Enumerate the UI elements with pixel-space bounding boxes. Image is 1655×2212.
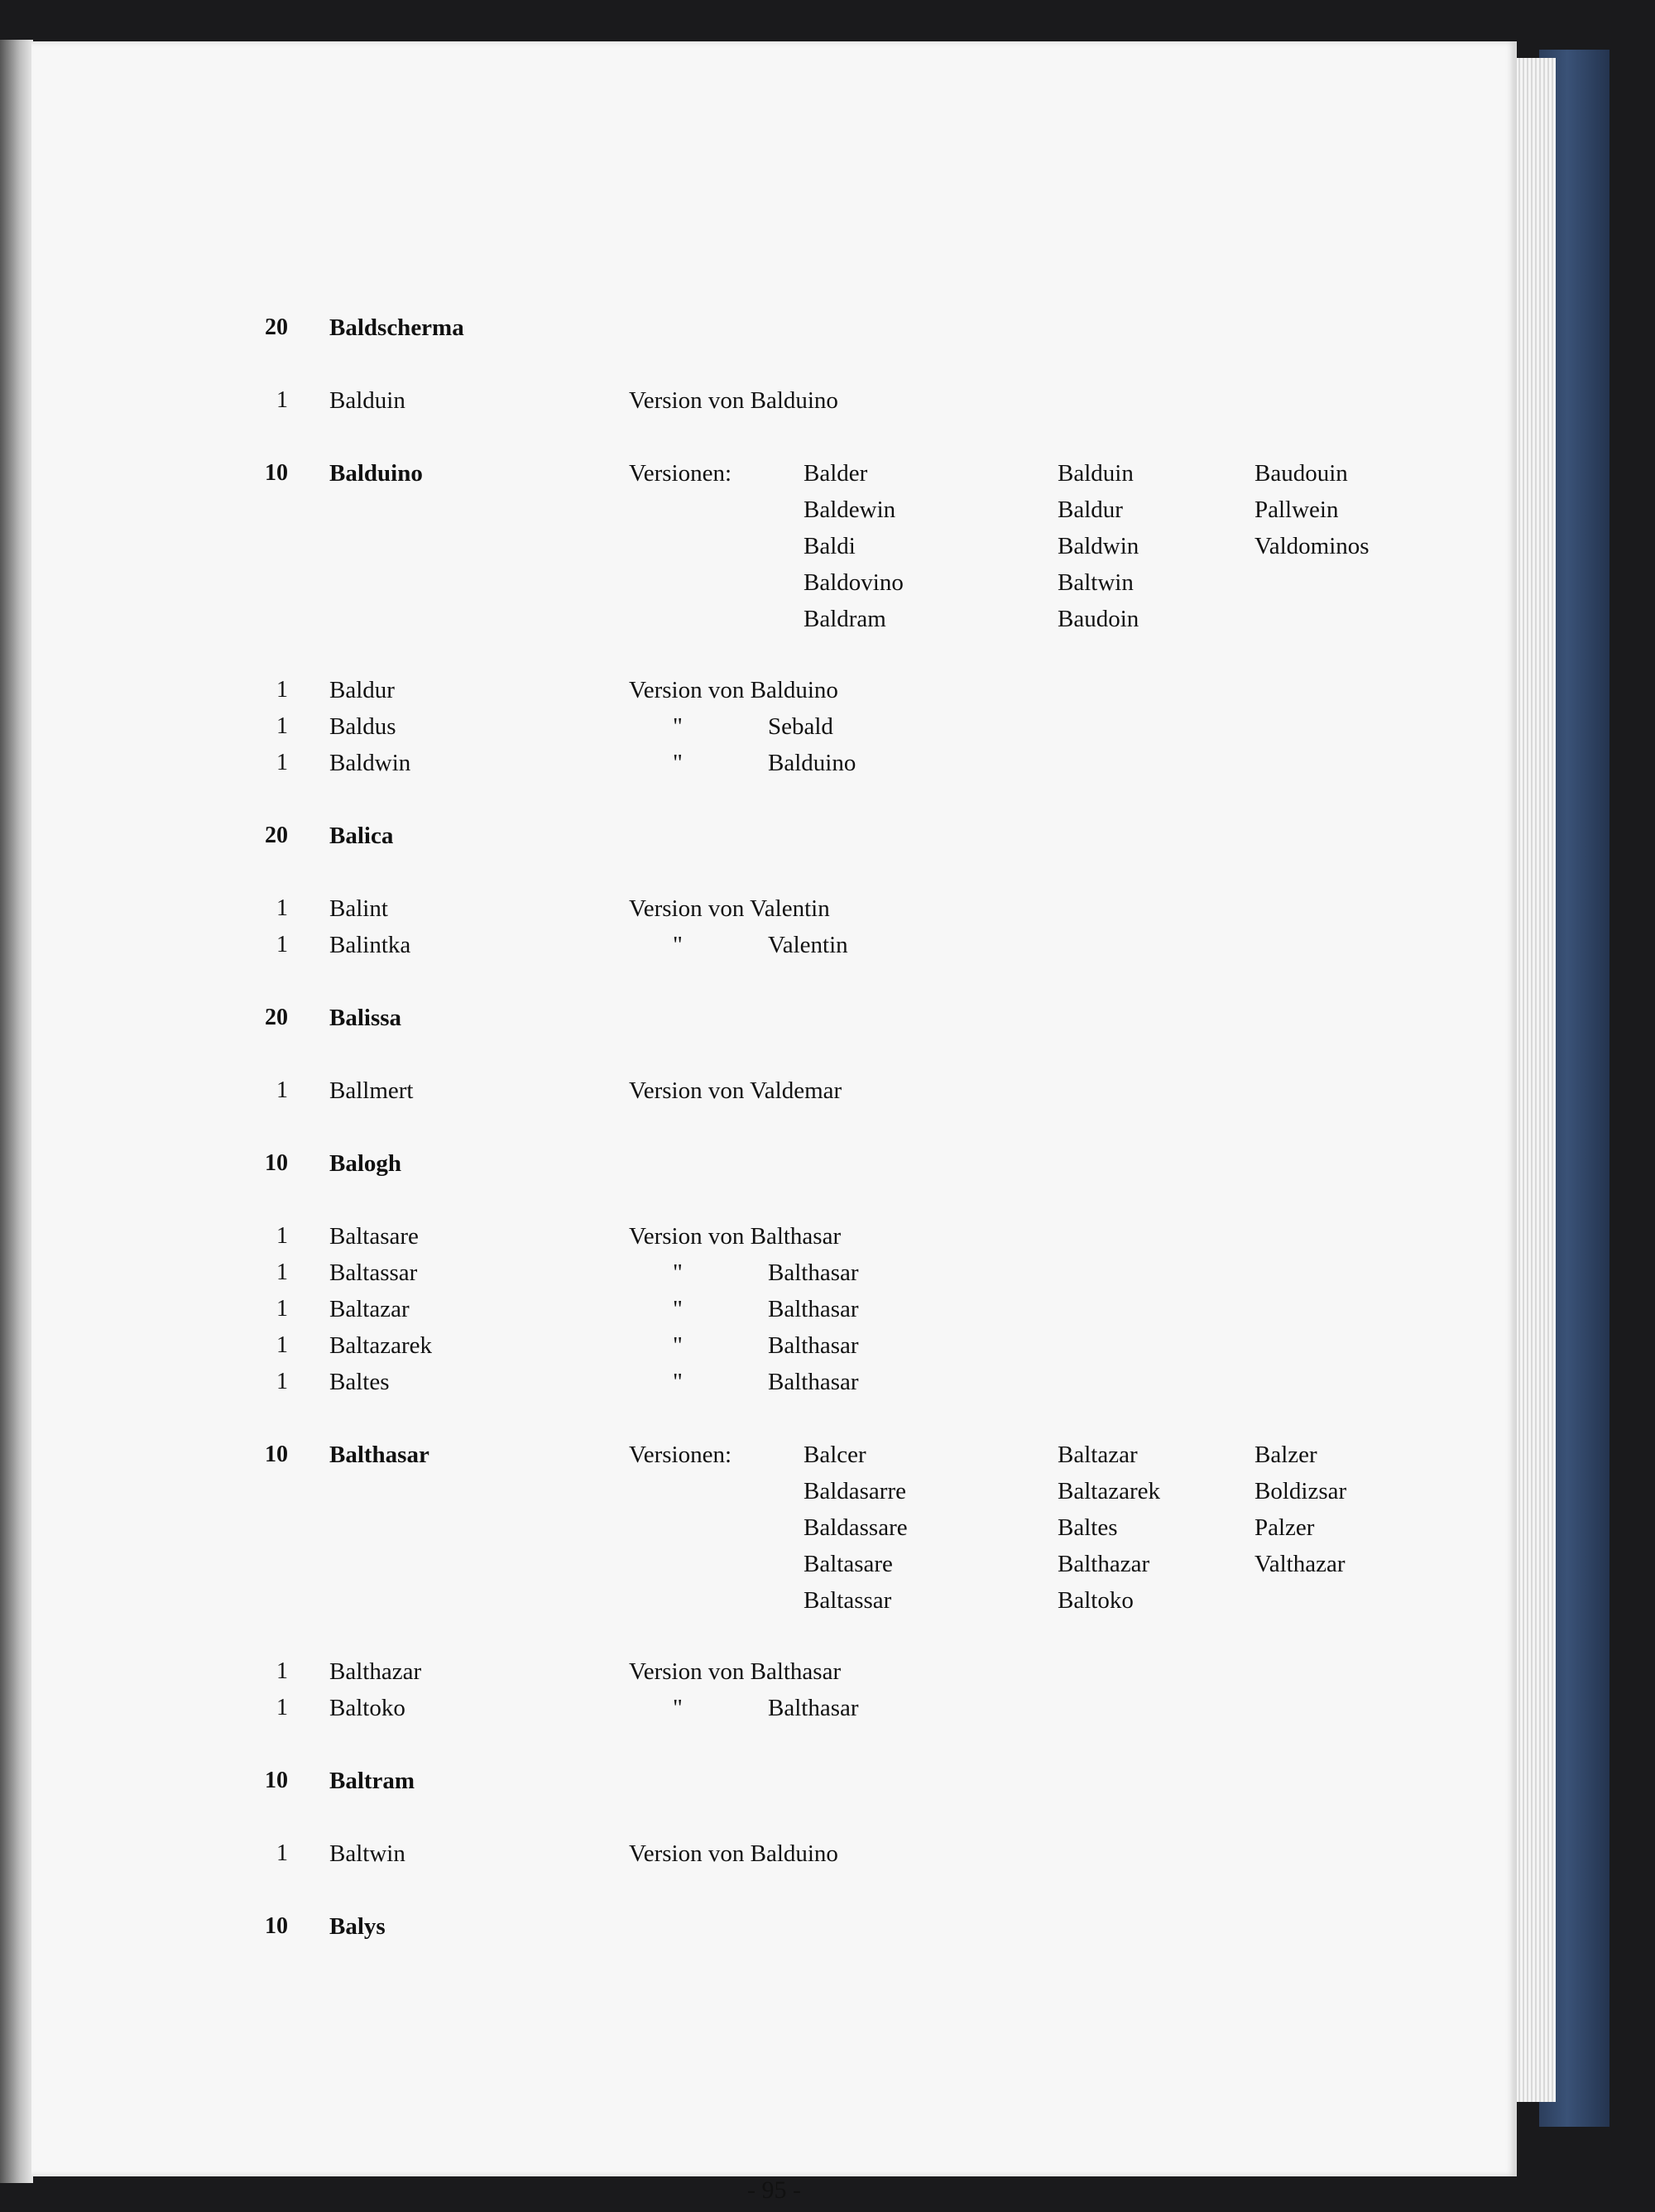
- entry-row: [31, 1695, 1517, 1728]
- entry-count: 1: [276, 1077, 288, 1103]
- entry-name: Baltazarek: [329, 1332, 432, 1359]
- ditto-mark: ": [673, 750, 683, 776]
- entry-row: [31, 1768, 1517, 1801]
- ditto-mark: ": [673, 1296, 683, 1322]
- version-name: Baudouin: [1254, 460, 1348, 487]
- version-name: Baltwin: [1058, 569, 1134, 596]
- entry-name: Baldur: [329, 677, 395, 703]
- entry-count: 1: [276, 713, 288, 739]
- entry-row: [31, 387, 1517, 420]
- version-name: Baltoko: [1058, 1587, 1134, 1614]
- entry-description: Version von Valdemar: [629, 1077, 842, 1104]
- version-name: Baudoin: [1058, 606, 1139, 632]
- entry-name: Balissa: [329, 1005, 402, 1031]
- entry-name: Baltoko: [329, 1695, 405, 1721]
- entry-count: 10: [265, 1768, 288, 1793]
- entry-count: 1: [276, 1296, 288, 1322]
- version-name: Pallwein: [1254, 497, 1339, 523]
- entry-name: Baldscherma: [329, 314, 464, 341]
- entry-name: Baltazar: [329, 1296, 410, 1322]
- entry-description: Version von Balduino: [629, 387, 838, 414]
- version-name: Baltassar: [804, 1587, 892, 1614]
- entry-name: Balintka: [329, 932, 411, 958]
- entry-row: [31, 1150, 1517, 1183]
- entry-row: [31, 314, 1517, 348]
- entry-count: 1: [276, 750, 288, 775]
- versions-label: Versionen:: [629, 460, 732, 487]
- entry-description: Version von Balthasar: [629, 1658, 842, 1685]
- document-page: [31, 41, 1517, 2204]
- version-name: Balduin: [1058, 460, 1134, 487]
- ditto-mark: ": [673, 932, 683, 958]
- entry-row: [31, 895, 1517, 928]
- entry-row: [31, 677, 1517, 710]
- entry-row: [31, 1332, 1517, 1365]
- entry-row: [31, 823, 1517, 856]
- version-name: Baldovino: [804, 569, 904, 596]
- version-name: Boldizsar: [1254, 1478, 1347, 1504]
- entry-count: 1: [276, 677, 288, 703]
- entry-name: Balthazar: [329, 1658, 422, 1685]
- entry-reference: Balthasar: [768, 1369, 859, 1395]
- entry-name: Ballmert: [329, 1077, 414, 1104]
- entry-row: [31, 713, 1517, 746]
- version-name: Valthazar: [1254, 1551, 1346, 1577]
- entry-count: 1: [276, 932, 288, 957]
- entry-count: 1: [276, 1260, 288, 1285]
- entry-name: Balica: [329, 823, 394, 849]
- ditto-mark: ": [673, 1369, 683, 1395]
- ditto-mark: ": [673, 1260, 683, 1286]
- entry-description: Version von Valentin: [629, 895, 830, 922]
- ditto-mark: ": [673, 1695, 683, 1721]
- entry-reference: Balduino: [768, 750, 856, 776]
- entry-row: [31, 1077, 1517, 1111]
- version-name: Baldewin: [804, 497, 896, 523]
- version-name: Palzer: [1254, 1514, 1315, 1541]
- entry-name: Balthasar: [329, 1442, 429, 1468]
- entry-count: 1: [276, 1223, 288, 1249]
- page-number: - 95 -: [747, 2176, 801, 2204]
- entry-count: 10: [265, 1150, 288, 1176]
- version-name: Balcer: [804, 1442, 866, 1468]
- versions-label: Versionen:: [629, 1442, 732, 1468]
- entry-reference: Balthasar: [768, 1260, 859, 1286]
- entry-name: Baltasare: [329, 1223, 419, 1250]
- entry-row: [31, 1260, 1517, 1293]
- entry-count: 10: [265, 1913, 288, 1939]
- ditto-mark: ": [673, 1332, 683, 1359]
- version-name: Balthazar: [1058, 1551, 1150, 1577]
- entry-count: 1: [276, 1369, 288, 1394]
- version-name: Baltes: [1058, 1514, 1118, 1541]
- version-name: Baltazar: [1058, 1442, 1138, 1468]
- version-name: Baldur: [1058, 497, 1123, 523]
- entry-count: 1: [276, 387, 288, 413]
- version-name: Baldwin: [1058, 533, 1139, 559]
- entry-reference: Sebald: [768, 713, 833, 740]
- entry-row: [31, 750, 1517, 783]
- book-spine-edge: [0, 40, 33, 2183]
- entry-name: Baltram: [329, 1768, 415, 1794]
- entry-row: [31, 1296, 1517, 1329]
- ditto-mark: ": [673, 713, 683, 740]
- entry-row: [31, 1005, 1517, 1038]
- entry-count: 1: [276, 1840, 288, 1866]
- entry-name: Balogh: [329, 1150, 402, 1177]
- entry-row: [31, 1223, 1517, 1256]
- entry-count: 1: [276, 1332, 288, 1358]
- entry-count: 20: [265, 1005, 288, 1030]
- entry-name: Balint: [329, 895, 388, 922]
- entry-row: [31, 1658, 1517, 1691]
- entry-count: 1: [276, 1695, 288, 1720]
- entry-reference: Balthasar: [768, 1332, 859, 1359]
- entry-count: 20: [265, 823, 288, 848]
- entry-row: [31, 1369, 1517, 1402]
- entry-count: 10: [265, 460, 288, 486]
- entry-name: Baldus: [329, 713, 396, 740]
- version-name: Valdominos: [1254, 533, 1370, 559]
- entry-name: Balduino: [329, 460, 423, 487]
- entry-count: 20: [265, 314, 288, 340]
- entry-name: Baltes: [329, 1369, 390, 1395]
- version-name: Baldassare: [804, 1514, 908, 1541]
- version-name: Baltasare: [804, 1551, 893, 1577]
- version-name: Balder: [804, 460, 868, 487]
- entry-name: Baldwin: [329, 750, 411, 776]
- entry-reference: Valentin: [768, 932, 848, 958]
- entry-row: [31, 1913, 1517, 1946]
- entry-description: Version von Balthasar: [629, 1223, 842, 1250]
- entry-name: Baltassar: [329, 1260, 418, 1286]
- entry-name: Balduin: [329, 387, 405, 414]
- version-name: Baldasarre: [804, 1478, 906, 1504]
- entry-name: Baltwin: [329, 1840, 405, 1867]
- entry-count: 10: [265, 1442, 288, 1467]
- entry-reference: Balthasar: [768, 1695, 859, 1721]
- version-name: Balzer: [1254, 1442, 1317, 1468]
- entry-count: 1: [276, 895, 288, 921]
- entry-reference: Balthasar: [768, 1296, 859, 1322]
- entry-description: Version von Balduino: [629, 677, 838, 703]
- entry-name: Balys: [329, 1913, 386, 1940]
- entry-description: Version von Balduino: [629, 1840, 838, 1867]
- version-name: Baltazarek: [1058, 1478, 1160, 1504]
- entry-row: [31, 1840, 1517, 1874]
- entry-row: [31, 932, 1517, 965]
- entry-count: 1: [276, 1658, 288, 1684]
- version-name: Baldi: [804, 533, 856, 559]
- version-name: Baldram: [804, 606, 886, 632]
